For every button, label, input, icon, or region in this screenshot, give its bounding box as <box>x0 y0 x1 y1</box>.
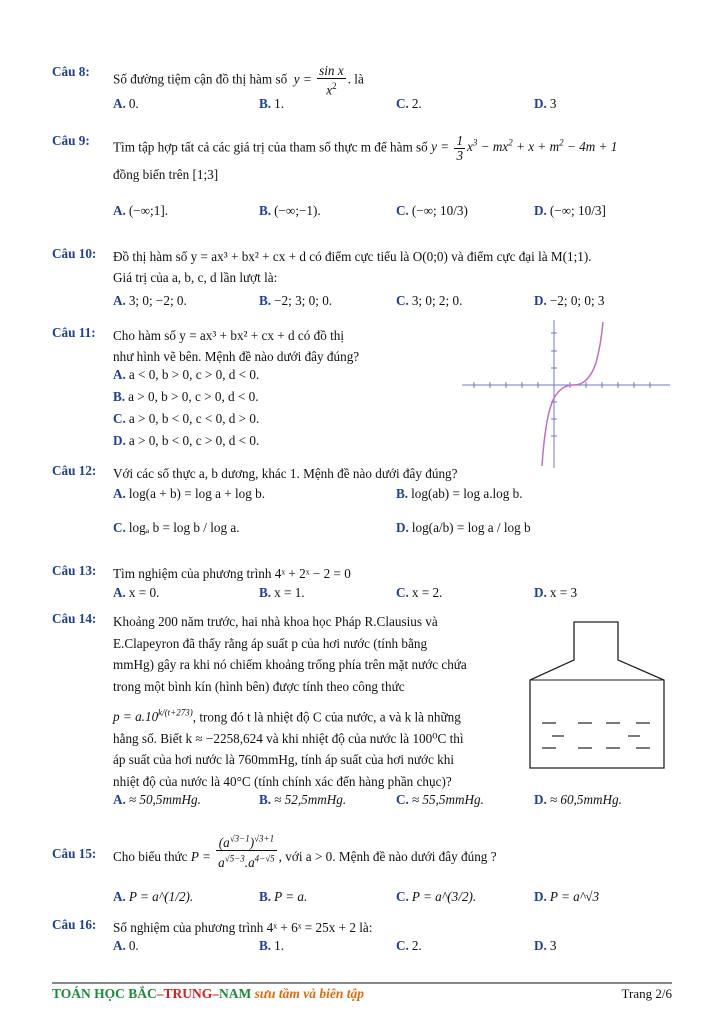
question-number: Câu 12: <box>52 463 97 478</box>
question-text: Khoảng 200 năm trước, hai nhà khoa học Pháp R.Clausius và E.Clapeyron đã thấy rằng áp suất p của hơi nước (tính bằng mmHg) gây ra khi nó chiếm khoảng trống phía trên mặt nước chứa trong một bình kín (hình bên) được tính theo công thức $p = a.10^{k/(t+273)}$, trong đó t là nhiệt độ C của nước, a và k là những hằng số. Biết k ≈ −2258,624 và khi nhiệt độ của nước là 100⁰C thì áp suất của hơi nước là 760mmHg, tính áp suất của hơi nước khi nhiệt độ của nước là 40°C (tính chính xác đến hàng phần chục)? <box>113 614 467 789</box>
question-text: Số đường tiệm cận đồ thị hàm số y = $\frac{\text{sin x}}{x^2}$ . là <box>113 63 364 98</box>
cubic-curve <box>542 322 603 466</box>
expression-p: P = <box>190 849 215 864</box>
question-text: Với các số thực a, b dương, khác 1. Mệnh đề nào dưới đây đúng? <box>113 466 458 481</box>
water-surface <box>542 723 650 748</box>
q10-option-a[interactable]: A. 3; 0; −2; 0. <box>113 293 187 308</box>
pressure-formula: $p = a.10^{k/(t+273)}$ <box>113 708 193 725</box>
q13-option-b[interactable]: B. x = 1. <box>259 585 305 600</box>
q16-option-a[interactable]: A. 0. <box>113 938 139 953</box>
q9-option-a[interactable]: A. (−∞;1]. <box>113 203 169 218</box>
q9-option-d[interactable]: D. (−∞; 10/3] <box>534 203 606 218</box>
q9-option-c[interactable]: C. (−∞; 10/3) <box>396 203 468 218</box>
question-text-line2: đồng biến trên [1;3] <box>113 167 219 182</box>
q12-option-d[interactable]: D. log(a/b) = log a / log b <box>396 520 531 535</box>
question-number: Câu 8: <box>52 64 90 79</box>
fraction: $\frac{\text{sin x}}{x^2}$ <box>319 63 344 98</box>
question-number: Câu 14: <box>52 611 97 626</box>
q10-option-c[interactable]: C. 3; 0; 2; 0. <box>396 293 463 308</box>
vessel-outline <box>530 622 664 768</box>
question-number: Câu 15: <box>52 846 97 861</box>
q12-option-a[interactable]: A. log(a + b) = log a + log b. <box>113 486 266 501</box>
footer-brand: TOÁN HỌC BẮC–TRUNG–NAM sưu tầm và biên tập <box>52 986 365 1001</box>
q14-option-d[interactable]: D. ≈ 60,5mmHg. <box>534 792 622 807</box>
q16-option-b[interactable]: B. 1. <box>259 938 284 953</box>
q8-option-c[interactable]: C. 2. <box>396 96 422 111</box>
question-number: Câu 11: <box>52 325 96 340</box>
cubic-graph-figure <box>462 318 672 468</box>
formula: y = $\frac{1}{3}$ $x^3 - mx^2 + x + m^2 - 4m + 1$ <box>431 132 618 163</box>
question-number: Câu 9: <box>52 133 90 148</box>
q10-option-b[interactable]: B. −2; 3; 0; 0. <box>259 293 333 308</box>
question-text: Tìm nghiệm của phương trình 4ˣ + 2ˣ − 2 = 0 <box>113 566 351 581</box>
question-number: Câu 10: <box>52 246 97 261</box>
footer-divider <box>52 982 672 984</box>
question-text: Cho biểu thức P = $\frac{(a^{√3-1})^{√3+1}}{a^{√5-3}.a^{4-√5}}$ , với a > 0. Mệnh đề nào dưới đây đúng ? <box>113 834 497 870</box>
closed-vessel-figure <box>528 620 666 770</box>
q15-option-d[interactable]: D. P = a^√3 <box>534 889 600 904</box>
q11-option-d[interactable]: D. a > 0, b < 0, c > 0, d < 0. <box>113 433 260 448</box>
question-text: Đồ thị hàm số y = ax³ + bx² + cx + d có điểm cực tiểu là O(0;0) và điểm cực đại là M(1;1). Giá trị của a, b, c, d lần lượt là: <box>113 249 592 285</box>
q14-option-c[interactable]: C. ≈ 55,5mmHg. <box>396 792 484 807</box>
q15-option-b[interactable]: B. P = a. <box>259 889 308 904</box>
q13-option-a[interactable]: A. x = 0. <box>113 585 160 600</box>
q8-option-b[interactable]: B. 1. <box>259 96 284 111</box>
q11-option-c[interactable]: C. a > 0, b < 0, c < 0, d > 0. <box>113 411 260 426</box>
question-text: Tìm tập hợp tất cả các giá trị của tham số thực m để hàm số y = $\frac{1}{3}$ $x^3 - mx^2 + x + m^2 - 4m + 1$ <box>113 132 618 163</box>
question-text: Số nghiệm của phương trình 4ˣ + 6ˣ = 25x + 2 là: <box>113 920 373 935</box>
q16-option-d[interactable]: D. 3 <box>534 938 557 953</box>
q8-option-a[interactable]: A. 0. <box>113 96 139 111</box>
q16-option-c[interactable]: C. 2. <box>396 938 422 953</box>
q14-option-a[interactable]: A. ≈ 50,5mmHg. <box>113 792 201 807</box>
q15-option-a[interactable]: A. P = a^(1/2). <box>113 889 194 904</box>
q11-option-a[interactable]: A. a < 0, b > 0, c > 0, d < 0. <box>113 367 260 382</box>
q13-option-c[interactable]: C. x = 2. <box>396 585 443 600</box>
q15-option-c[interactable]: C. P = a^(3/2). <box>396 889 477 904</box>
q9-option-b[interactable]: B. (−∞;−1). <box>259 203 321 218</box>
question-number: Câu 13: <box>52 563 97 578</box>
q11-option-b[interactable]: B. a > 0, b > 0, c > 0, d < 0. <box>113 389 259 404</box>
question-number: Câu 16: <box>52 917 97 932</box>
q14-option-b[interactable]: B. ≈ 52,5mmHg. <box>259 792 347 807</box>
q10-option-d[interactable]: D. −2; 0; 0; 3 <box>534 293 605 308</box>
question-text: Cho hàm số y = ax³ + bx² + cx + d có đồ thị như hình vẽ bên. Mệnh đề nào dưới đây đúng? <box>113 328 360 364</box>
q12-option-b[interactable]: B. log(ab) = log a.log b. <box>396 486 523 501</box>
page-number: Trang 2/6 <box>621 986 672 1001</box>
q12-option-c[interactable]: C. logₐ b = log b / log a. <box>113 520 240 535</box>
formula: y = <box>290 71 316 87</box>
q8-option-d[interactable]: D. 3 <box>534 96 557 111</box>
q13-option-d[interactable]: D. x = 3 <box>534 585 578 600</box>
fraction: $\frac{(a^{√3-1})^{√3+1}}{a^{√5-3}.a^{4-√5}}$ <box>218 834 275 870</box>
